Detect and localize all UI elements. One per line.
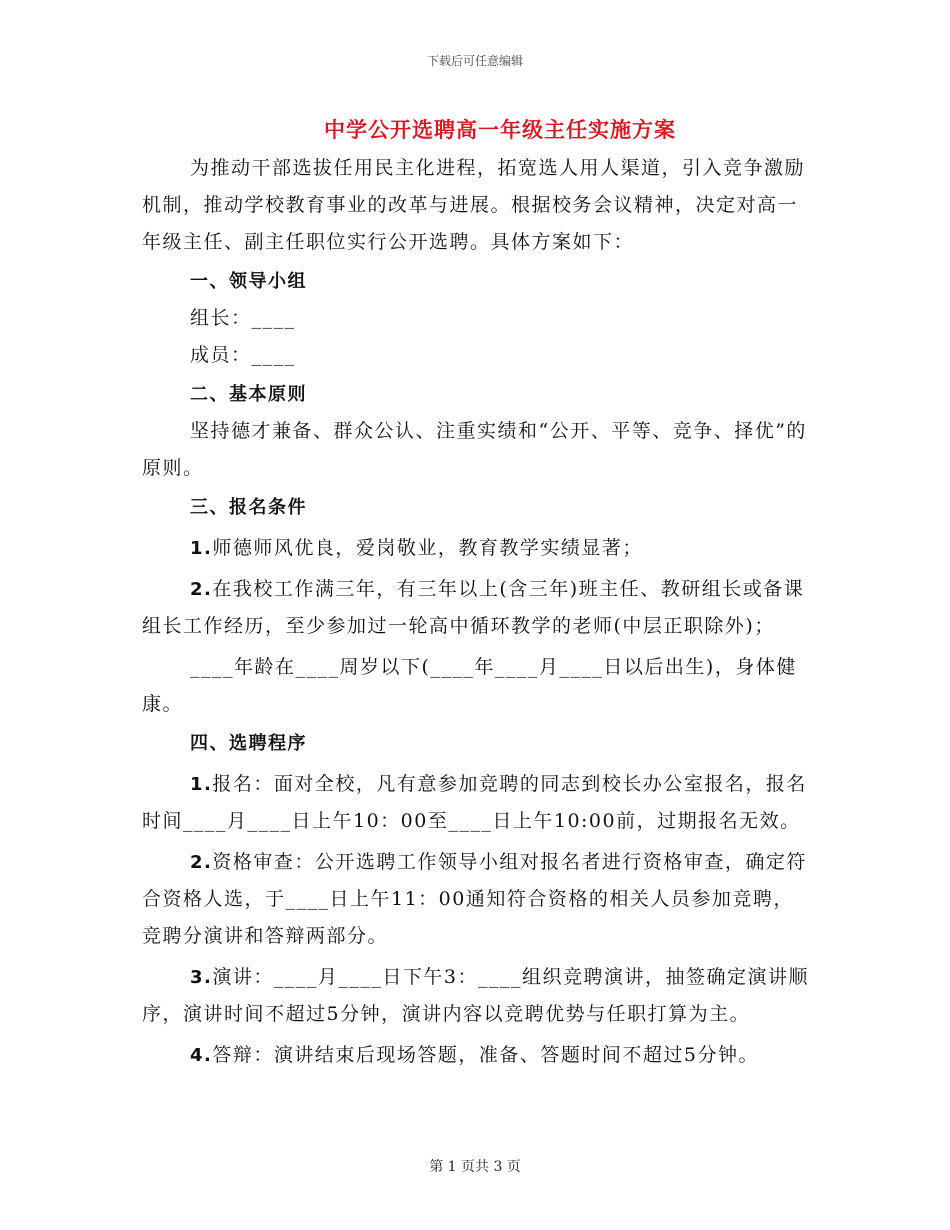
procedure-item-3-text: 演讲：____月____日下午3：____组织竞聘演讲，抽签确定演讲顺序，演讲时间不超过5分钟，演讲内容以竞聘优势与任职打算为主。 [142, 966, 809, 1025]
procedure-item-4 [142, 1037, 810, 1074]
page-footer: 第 1 页共 3 页 [429, 1159, 521, 1175]
procedure-item-2-number: 2. [190, 852, 213, 873]
requirement-item-1 [142, 530, 810, 567]
requirement-item-2-number: 2. [190, 579, 213, 600]
section-heading-procedure: 四、选聘程序 [190, 733, 307, 754]
section-heading-requirements: 三、报名条件 [190, 497, 307, 518]
header-note: 下载后可任意编辑 [426, 54, 523, 68]
members-line: 成员：____ [190, 344, 296, 366]
requirement-item-3: ____年龄在____周岁以下(____年____月____日以后出生)，身体健康。 [142, 656, 797, 715]
document-title: 中学公开选聘高一年级主任实施方案 [324, 117, 676, 142]
section-heading-principles: 二、基本原则 [190, 384, 307, 405]
procedure-item-3-number: 3. [190, 967, 213, 988]
procedure-item-3 [142, 959, 810, 1033]
procedure-item-2-text: 资格审查：公开选聘工作领导小组对报名者进行资格审查，确定符合资格人选，于____日上午11：00通知符合资格的相关人员参加竞聘，竞聘分演讲和答辩两部分。 [142, 851, 807, 947]
intro-paragraph: 为推动干部选拔任用民主化进程，拓宽选人用人渠道，引入竞争激励机制，推动学校教育事业的改革与进展。根据校务会议精神，决定对高一年级主任、副主任职位实行公开选聘。具体方案如下： [142, 157, 806, 253]
principles-paragraph: 坚持德才兼备、群众公认、注重实绩和“公开、平等、竞争、择优”的原则。 [142, 420, 807, 479]
requirement-item-2-text: 在我校工作满三年，有三年以上(含三年)班主任、教研组长或备课组长工作经历，至少参加过一轮高中循环教学的老师(中层正职除外)； [142, 578, 805, 637]
procedure-item-1 [142, 766, 810, 840]
procedure-item-2 [142, 844, 810, 955]
leader-line: 组长：____ [190, 307, 296, 329]
procedure-item-4-text: 答辩：演讲结束后现场答题，准备、答题时间不超过5分钟。 [212, 1044, 759, 1066]
procedure-item-1-text: 报名：面对全校，凡有意参加竞聘的同志到校长办公室报名，报名时间____月____日上午10：00至____日上午10:00前，过期报名无效。 [142, 773, 807, 832]
requirement-item-1-number: 1. [190, 538, 213, 559]
procedure-item-4-number: 4. [190, 1045, 213, 1066]
document-body [142, 150, 810, 1074]
requirement-item-1-text: 师德师风优良，爱岗敬业，教育教学实绩显著； [212, 537, 643, 559]
section-heading-leadership: 一、领导小组 [190, 271, 307, 292]
procedure-item-1-number: 1. [190, 774, 213, 795]
requirement-item-2 [142, 571, 810, 645]
